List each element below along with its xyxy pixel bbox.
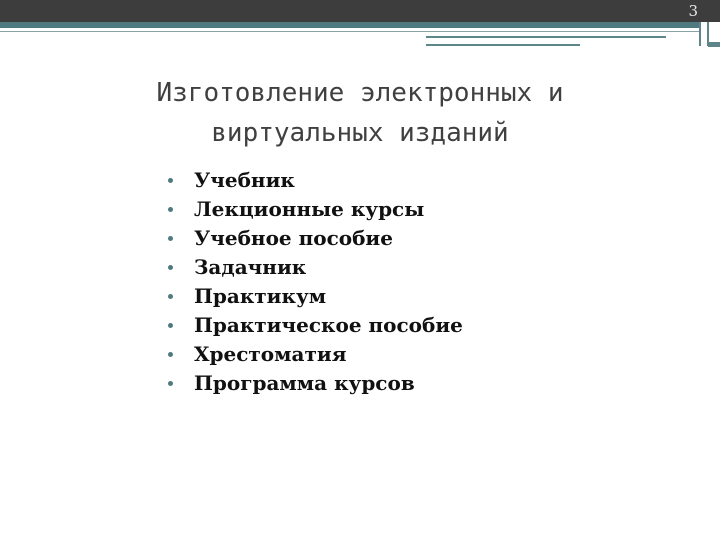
list-item xyxy=(168,368,463,397)
bullet-icon xyxy=(168,207,173,212)
bullet-icon xyxy=(168,178,173,183)
title-line: виртуальных изданий xyxy=(211,118,509,148)
list-item-label: Программа курсов xyxy=(194,370,415,395)
bullet-icon xyxy=(168,352,173,357)
bullet-icon xyxy=(168,265,173,270)
decorative-frame xyxy=(708,42,720,47)
bullet-icon xyxy=(168,294,173,299)
bullet-list xyxy=(168,165,463,397)
list-item xyxy=(168,281,463,310)
bullet-icon xyxy=(168,236,173,241)
list-item-label: Учебное пособие xyxy=(194,225,393,250)
divider-line xyxy=(0,31,700,32)
list-item xyxy=(168,194,463,223)
list-item xyxy=(168,339,463,368)
divider-line xyxy=(426,44,580,46)
header-bar xyxy=(0,0,720,22)
bullet-icon xyxy=(168,381,173,386)
list-item xyxy=(168,223,463,252)
accent-line xyxy=(0,22,700,28)
list-item-label: Задачник xyxy=(194,254,307,279)
list-item xyxy=(168,252,463,281)
list-item xyxy=(168,310,463,339)
divider-line xyxy=(426,36,666,38)
title-line: Изготовление электронных и xyxy=(156,78,564,108)
bullet-icon xyxy=(168,323,173,328)
list-item-label: Учебник xyxy=(194,167,295,192)
list-item xyxy=(168,165,463,194)
list-item-label: Практическое пособие xyxy=(194,312,463,337)
list-item-label: Лекционные курсы xyxy=(194,196,425,221)
list-item-label: Хрестоматия xyxy=(194,341,347,366)
slide-title xyxy=(100,73,620,153)
slide-number: 3 xyxy=(688,2,698,20)
list-item-label: Практикум xyxy=(194,283,327,308)
